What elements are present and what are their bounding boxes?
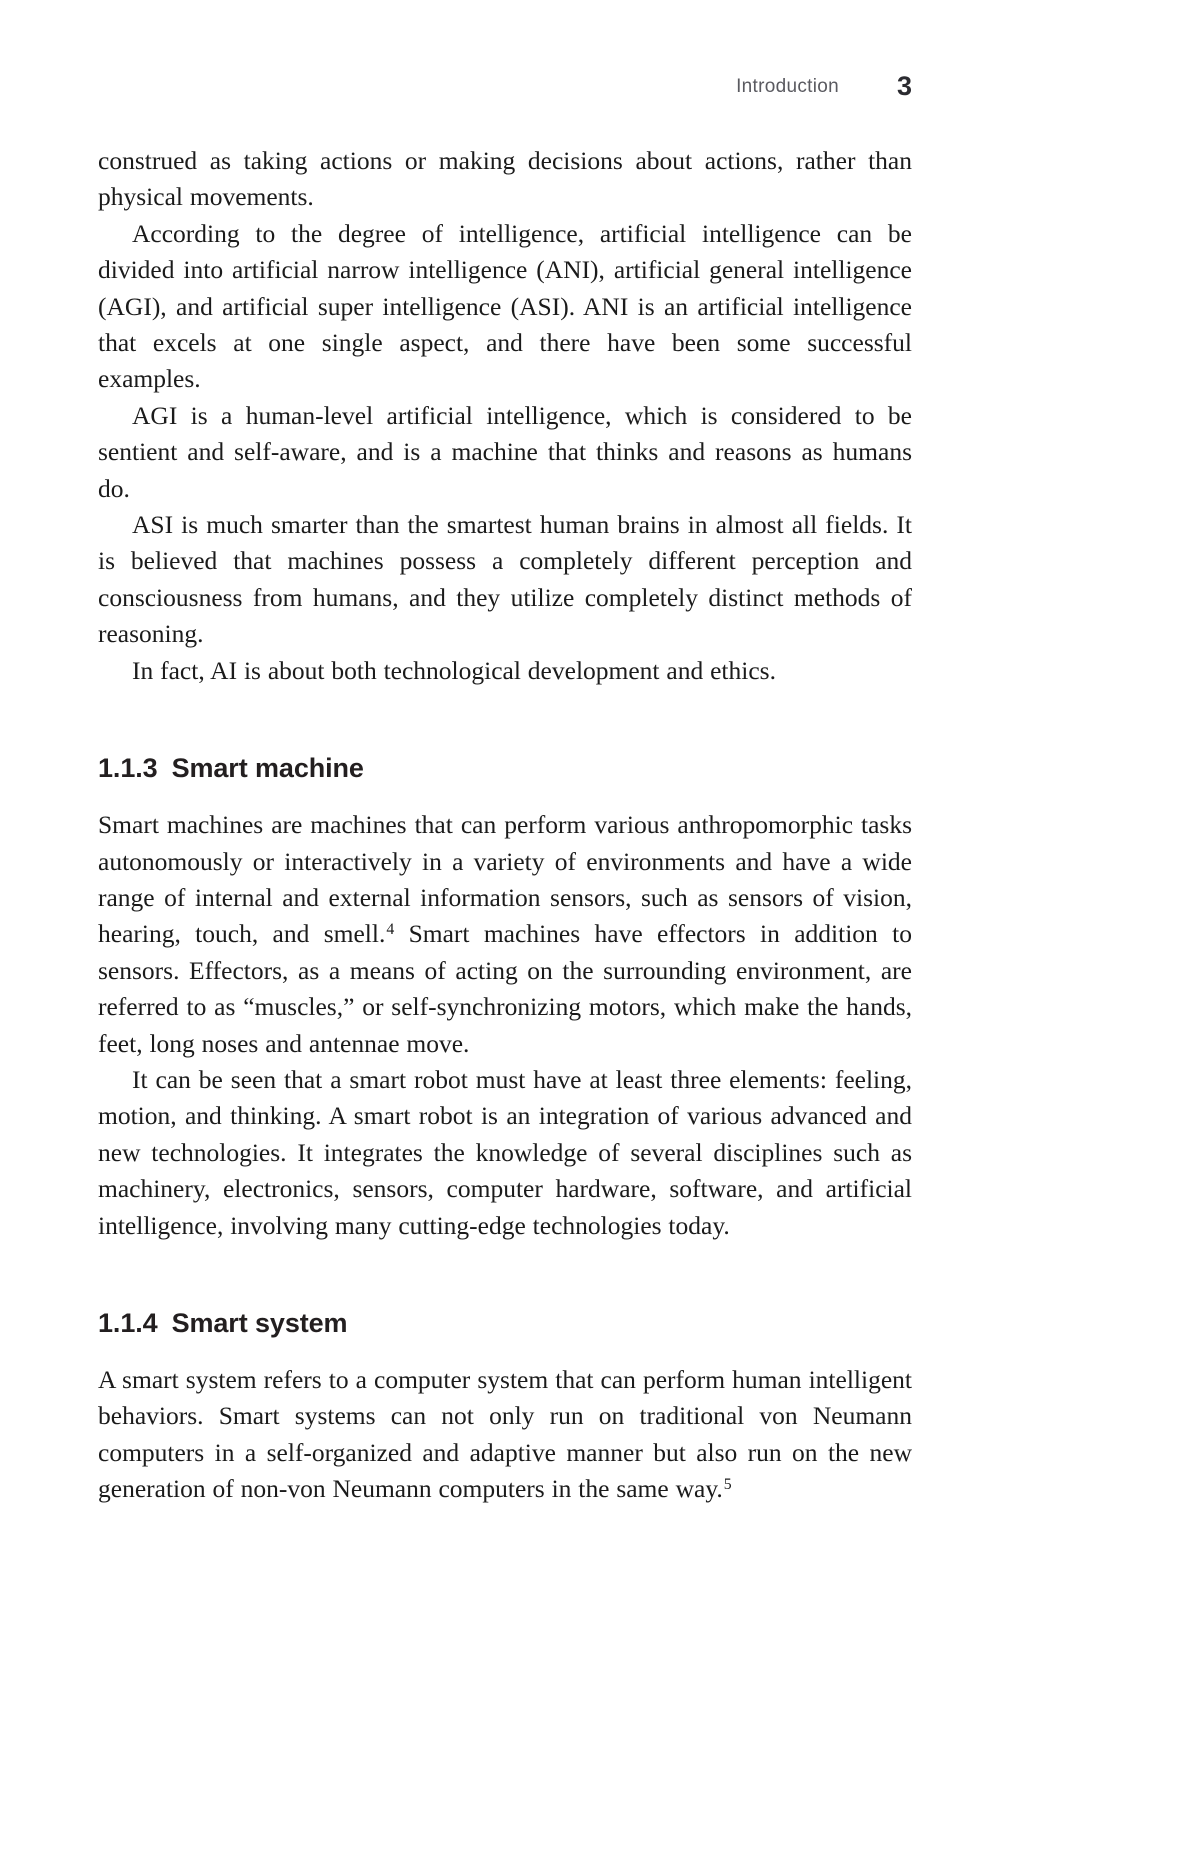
paragraph-smart-system-1-text-a: A smart system refers to a computer system that can perform human intelligent behaviors. Smart systems can not only run on traditional von Neumann computers in a self-organized and adaptive manner but also run on the new generation of non-von Neumann computers in the same way. [98, 1364, 912, 1504]
spacer-after-heading-113 [98, 785, 912, 807]
running-head-title: Introduction [736, 76, 839, 97]
heading-1-1-4 [98, 1306, 912, 1340]
paragraph-construed: construed as taking actions or making decisions about actions, rather than physical movements. [98, 146, 912, 212]
heading-1-1-4-title: Smart system [171, 1307, 348, 1338]
paragraph-smart-machine-1-text-a: Smart machines are machines that can perform various anthropomorphic tasks autonomously or interactively in a variety of environments and have a wide range of internal and external information sensors, such as sensors of vision, hearing, touch, and smell. [98, 810, 912, 949]
heading-1-1-4-number: 1.1.4 [98, 1307, 158, 1338]
paragraph-smart-machine-1-text-b: Smart machines have effectors in addition to sensors. Effectors, as a means of acting on the surrounding environment, are referred to as “muscles,” or self-synchronizing motors, which make the hands, feet, long noses and antennae move. [98, 919, 912, 1058]
paragraph-in-fact: In fact, AI is about both technological development and ethics. [132, 655, 776, 685]
paragraph-smart-machine-2: It can be seen that a smart robot must have at least three elements: feeling, motion, and thinking. A smart robot is an integration of various advanced and new technologies. It integrates the knowledge of several disciplines such as machinery, electronics, sensors, computer hardware, software, and artificial intelligence, involving many cutting-edge technologies today. [98, 1064, 912, 1240]
spacer-before-heading-113 [98, 689, 912, 751]
page-number: 3 [896, 71, 912, 101]
spacer-after-heading-114 [98, 1340, 912, 1362]
text-column [98, 143, 912, 1508]
heading-1-1-3-number: 1.1.3 [98, 753, 158, 784]
paragraph-according: According to the degree of intelligence, artificial intelligence can be divided into artificial narrow intelligence (ANI), artificial general intelligence (AGI), and artificial super intelligence (ASI). ANI is an artificial intelligence that excels at one single aspect, and there have been some successful examples. [98, 218, 912, 394]
paragraph-asi: ASI is much smarter than the smartest human brains in almost all fields. It is believed that machines possess a completely different perception and consciousness from humans, and they utilize completely distinct methods of reasoning. [98, 510, 912, 649]
paragraph-smart-machine-1 [98, 807, 912, 1062]
paragraph-smart-system-1 [98, 1362, 912, 1508]
footnote-marker-4[interactable]: 4 [386, 921, 395, 939]
spacer-before-heading-114 [98, 1244, 912, 1306]
footnote-marker-5[interactable]: 5 [723, 1475, 732, 1493]
heading-1-1-3-title: Smart machine [171, 753, 364, 784]
heading-1-1-3 [98, 751, 912, 785]
paragraph-agi: AGI is a human-level artificial intelligence, which is considered to be sentient and self-aware, and is a machine that thinks and reasons as humans do. [98, 400, 912, 503]
running-head [98, 68, 912, 102]
